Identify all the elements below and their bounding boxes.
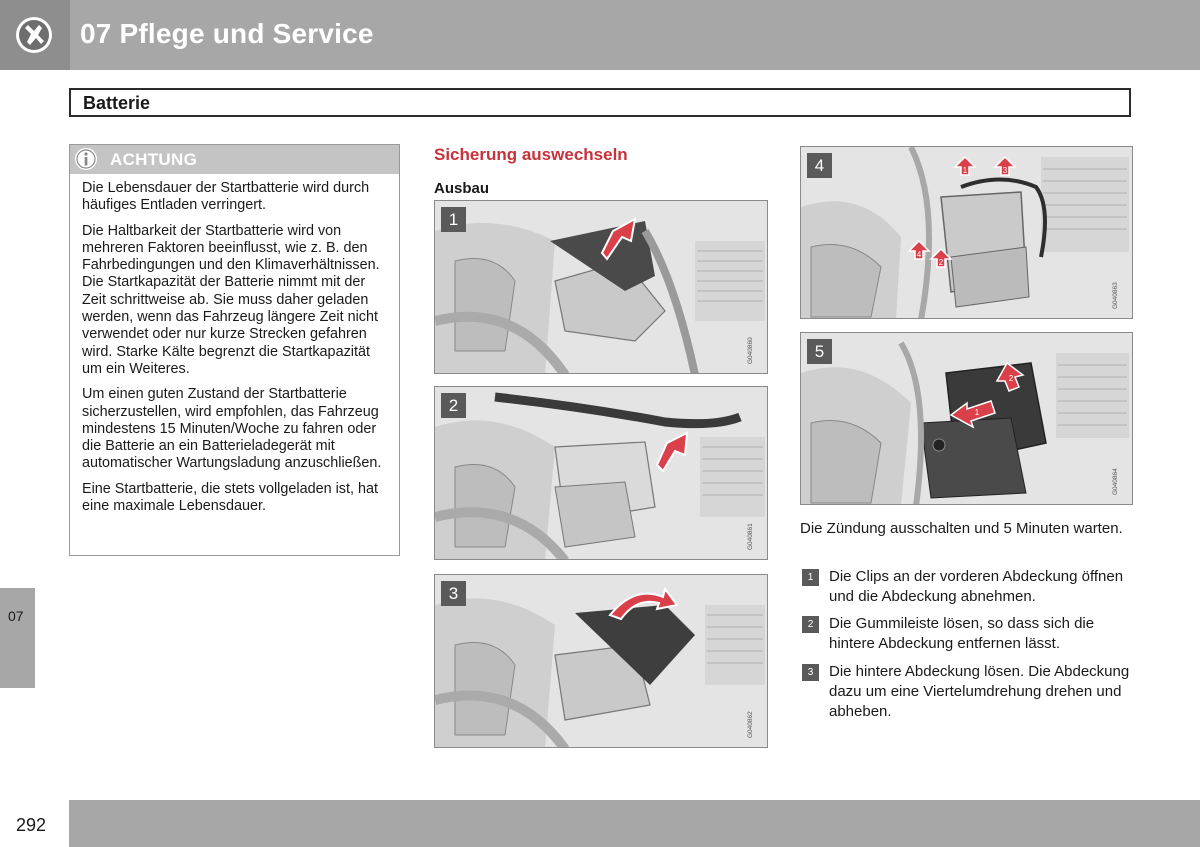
step-text: Die Gummileiste lösen, so dass sich die hintere Abdeckung entfernen lässt. bbox=[829, 615, 1095, 652]
figure-number: 3 bbox=[441, 581, 466, 606]
procedure-subtitle: Ausbau bbox=[434, 180, 490, 197]
figure-5 bbox=[800, 332, 1133, 505]
arrow-label: 1 bbox=[974, 408, 980, 417]
step-text: Die hintere Abdeckung lösen. Die Abdeckung dazu um eine Viertelumdrehung drehen und abheben. bbox=[829, 663, 1130, 720]
step-number: 2 bbox=[802, 616, 819, 633]
warning-box bbox=[69, 144, 400, 556]
figure-code: G040860 bbox=[747, 337, 754, 364]
warning-text bbox=[82, 180, 392, 523]
figure-code: G040861 bbox=[747, 523, 754, 550]
arrow-label: 4 bbox=[916, 250, 922, 259]
chapter-side-tab bbox=[0, 588, 35, 688]
wrench-gear-icon bbox=[14, 15, 54, 55]
step-item bbox=[800, 662, 1140, 722]
arrow-label: 3 bbox=[1002, 166, 1008, 175]
step-text: Die Clips an der vorderen Abdeckung öffnen und die Abdeckung abnehmen. bbox=[829, 568, 1124, 605]
step-item bbox=[800, 567, 1140, 607]
figure-1 bbox=[434, 200, 768, 374]
step-number: 3 bbox=[802, 664, 819, 681]
arrow-label: 1 bbox=[962, 166, 968, 175]
header-icon-tab bbox=[0, 0, 70, 70]
figure-code: G040864 bbox=[1112, 468, 1119, 495]
warning-header bbox=[70, 145, 399, 174]
figure-number: 2 bbox=[441, 393, 466, 418]
step-number: 1 bbox=[802, 569, 819, 586]
engine-bay-illustration bbox=[435, 201, 768, 374]
warning-paragraph: Die Lebensdauer der Startbatterie wird durch häufiges Entladen verringert. bbox=[82, 180, 370, 214]
engine-bay-illustration bbox=[435, 387, 768, 560]
engine-bay-illustration bbox=[435, 575, 768, 748]
section-title: Batterie bbox=[83, 93, 151, 113]
chapter-title: 07 Pflege und Service bbox=[80, 18, 374, 49]
warning-paragraph: Um einen guten Zustand der Startbatterie sicherzustellen, wird empfohlen, das Fahrzeug mindestens 15 Minuten/Woche zu fahren oder die Batterie an ein Batterieladegerät mit automatischer Wartungsladung anzuschließen. bbox=[82, 386, 382, 472]
info-icon bbox=[74, 147, 98, 171]
page-number: 292 bbox=[16, 815, 47, 835]
chapter-number: 07 bbox=[8, 608, 24, 624]
page-footer bbox=[69, 800, 1200, 847]
engine-bay-illustration bbox=[801, 333, 1133, 505]
engine-bay-illustration bbox=[801, 147, 1133, 319]
figure-4 bbox=[800, 146, 1133, 319]
figure-3 bbox=[434, 574, 768, 748]
arrow-label: 2 bbox=[938, 258, 944, 267]
figure-code: G040862 bbox=[747, 711, 754, 738]
figure-number: 4 bbox=[807, 153, 832, 178]
warning-title: ACHTUNG bbox=[110, 150, 198, 169]
section-bar bbox=[69, 88, 1131, 117]
arrow-label: 2 bbox=[1008, 374, 1014, 383]
figure-code: G040863 bbox=[1112, 282, 1119, 309]
procedure-title: Sicherung auswechseln bbox=[434, 145, 628, 164]
warning-paragraph: Die Haltbarkeit der Startbatterie wird von mehreren Faktoren beeinflusst, wie z. B. den Fahrbedingungen und den Klimaverhältnissen. Die Startkapazität der Batterie nimmt mit der Zeit schrittweise ab. Sie muss daher geladen werden, wenn das Fahrzeug längere Zeit nicht verwendet oder nur kurze Strecken gefahren wird. Starke Kälte begrenzt die Startkapazität um ein Weiteres. bbox=[82, 222, 380, 377]
figure-number: 5 bbox=[807, 339, 832, 364]
page-header bbox=[0, 0, 1200, 70]
step-item bbox=[800, 614, 1140, 654]
warning-paragraph: Eine Startbatterie, die stets vollgeladen ist, hat eine maximale Lebensdauer. bbox=[82, 480, 378, 515]
intro-text: Die Zündung ausschalten und 5 Minuten warten. bbox=[800, 520, 1123, 537]
figure-2 bbox=[434, 386, 768, 560]
figure-number: 1 bbox=[441, 207, 466, 232]
